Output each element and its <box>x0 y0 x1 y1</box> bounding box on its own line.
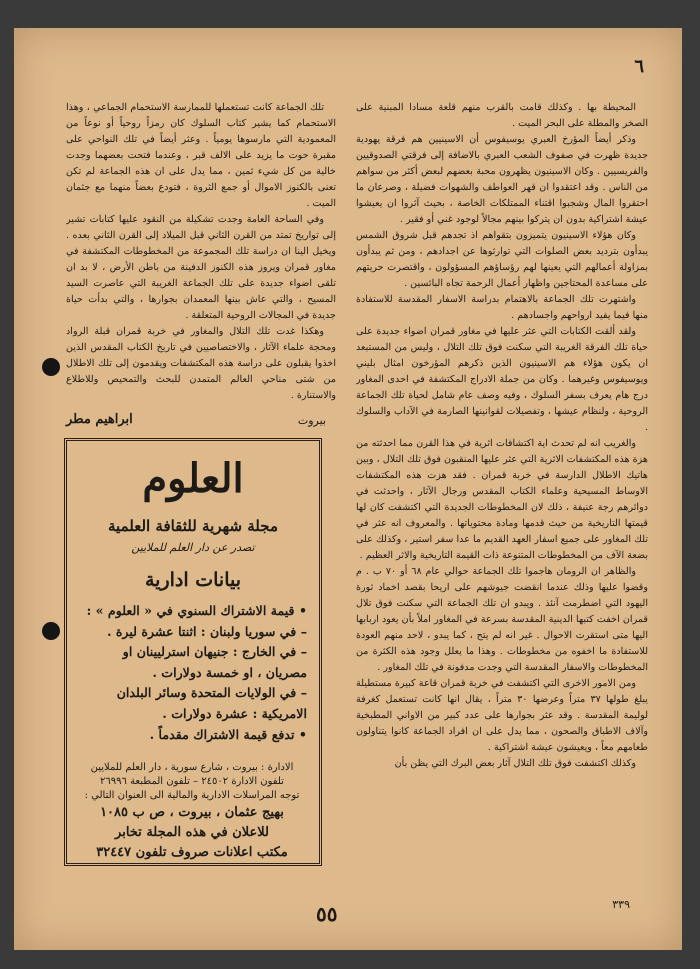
paragraph: المحيطة بها . وكذلك قامت بالقرب منهم قلعة مسادا المبنية على الصخر والمطلة على البحر الميت . <box>356 102 648 129</box>
contact-name: بهيج عثمان ، بيروت ، ص ب ١٠٨٥ <box>100 805 284 820</box>
magazine-title: العلوم <box>142 455 244 502</box>
subscription-line: – في سوريا ولبنان : اثنتا عشرة ليرة . <box>107 623 307 639</box>
volume-page-number: ٣٣٩ <box>612 898 630 911</box>
subscription-line: • قيمة الاشتراك السنوي في « العلوم » : <box>86 603 307 618</box>
subscription-line: الامريكية : عشرة دولارات . <box>162 705 307 721</box>
contact-phones: تلفون الادارة ٢٤٥٠٢ – تلفون المطبعة ٢٦٩٩٦ <box>100 776 284 787</box>
ads-note: للاعلان في هذه المجلة تخابر <box>115 825 269 840</box>
left-column <box>66 100 336 430</box>
paragraph: وذكر أيضاً المؤرخ العبري يوسيفوس أن الاسينيين هم فرقة يهودية جديدة ظهرت في صفوف الشعب العبري بالاضافة إلى فرقتي الصدوقيين والفريسيين . وكان الاسينيون يظهرون محبة بعضهم لبعض أكثر من سواهم من الناس . وقد اعتقدوا ان قهر العواطف والشهوات فضيلة ، وصرعان ما احتقروا المال وشجبوا اقتناء الممتلكات الخاصة ، بحيث آثروا ان يعيشوا عيشة اشتراكية بدون ان يتركوا بينهم مجالاً لوجود غني أو فقير . <box>356 134 648 225</box>
punch-hole-top <box>42 358 60 376</box>
paragraph: وفي الساحة العامة وجدت تشكيلة من النقود عليها كتابات تشير إلى تواريخ تمتد من القرن الثاني قبل الميلاد إلى القرن الثاني بعده . ويخيل الينا ان دراسة تلك المجموعة من المخطوطات المكتشفة في مغاور قمران ويروز هذه الكنوز الدفينة من باطن الأرض ، لا بد ان تلقى اضواء جديدة على تلك الجماعة الغريبة التي عاصرت السيد المسيح ، والتي عاش بينها المعمدان بجوارها ، والتي بدأت حياة جديدة في المجالات الروحية المتعلقة . <box>66 214 336 321</box>
contact-address: الادارة : بيروت ، شارع سورية ، دار العلم للملايين <box>90 762 294 773</box>
magazine-page-number: ٥٥ <box>316 902 338 926</box>
paragraph: والظاهر ان الرومان هاجموا تلك الجماعة حوالي عام ٦٨ أو ٧٠ ب . م وقضوا عليها وذلك عندما انقضت جيوشهم على اريحا بقصد اخماد ثورة اليهود التي اضطرمت آنئذ . ويبدو ان تلك الجماعة التي سكنت فوق تلال قمران اخفت كتبها الدينية المقدسة بسرعة في المغاور املاً بأن يعود اربابها اليها متى استقرت الاحوال . غير انه لم يتح ، كما يبدو ، لاحد منهم العودة للاستفادة ما اخفوه من مخطوطات . وهذا ما يعلل وجود هذه الكثرة من المخطوطات والاسفار المقدسة التي وجدت مدفونة في تلك المغاور . <box>356 566 648 673</box>
subscription-line: – في الولايات المتحدة وسائر البلدان <box>116 685 307 701</box>
contact-note: توجه المراسلات الادارية والمالية الى العنوان التالي : <box>84 790 300 801</box>
signoff-author: ابراهيم مطر <box>66 412 133 427</box>
subscription-line: – في الخارج : جنيهان استرليينان او <box>122 644 307 660</box>
subscription-line: مصريان ، او خمسة دولارات . <box>152 664 307 680</box>
paragraph: وهكذا غدت تلك التلال والمغاور في خربة قمران قبلة الرواد ومحجة علماء الآثار ، والاختصاصيين في تاريخ الكتاب المقدس الذين اخذوا يقبلون على دراسة هذه المكتشفات ويقدمون إلى تلك الاطلال من شتى مناحي العالم المتمدن للبحث والتمحيص وللاطلاع والاستنارة . <box>66 326 336 401</box>
document-page <box>14 28 682 950</box>
signoff <box>66 412 336 434</box>
paragraph: ولقد ألقت الكتابات التي عثر عليها في مغاور قمران اضواء جديدة على حياة تلك الفرقة الغريبة التي سكنت فوق تلك التلال ، وليس من المستبعد ان يكون هؤلاء هم الاسينيون الذين ذكرهم المؤرخون امثال بليني ويوسيفوس وغيرهما . وكان من جملة الادراج المكتشفة في احدى المغاور درج هام يعرف بسفر السلوك ، وفيه وصف عام شامل لحياة تلك الجماعة الروحية ، ولنظام عيشها ، وتفصيلات لقوانينها الصارمة في الآداب والسلوك . <box>356 326 648 433</box>
magazine-ad-box <box>64 438 322 866</box>
subscription-line: • تدفع قيمة الاشتراك مقدماً . <box>149 726 307 742</box>
paragraph: وكان هؤلاء الاسينيون يتميزون بتقواهم اذ تجدهم قبل شروق الشمس يبدأون بترديد بعض الصلوات التي توارثوها عن اجدادهم ، ومن ثم يبدأون بمزاولة أعمالهم التي يعينها لهم رؤساؤهم المسؤولون ، واقتصرت حريتهم على مساعدة المحتاجين واظهار أعمال الرحمة تجاه البائسين . <box>356 230 648 289</box>
paragraph: واشتهرت تلك الجماعة بالاهتمام بدراسة الاسفار المقدسة للاستفادة منها فيما يفيد ارواحهم واجسادهم . <box>356 294 648 321</box>
admin-heading: بيانات ادارية <box>144 569 242 591</box>
paragraph: ومن الامور الاخرى التي اكتشفت في خربة قمران قاعة كبيرة مستطيلة يبلغ طولها ٣٧ متراً وعرضها ٣٠ متراً ، يقال انها كانت تستعمل كغرفة لوليمة المقدسة . وقد عثر بجوارها على عدد كبير من الاواني المطبخية وآلاف الاطباق والصحون ، مما يدل على ان افراد الجماعة كانوا يتناولون طعامهم معاً ، ويعيشون عيشة اشتراكية . <box>356 678 648 753</box>
signoff-city: بيروت <box>297 414 326 427</box>
contact-block <box>77 761 307 863</box>
punch-hole-bottom <box>42 622 60 640</box>
corner-mark: ٦ <box>634 56 644 77</box>
paragraph: والغريب انه لم تحدث اية اكتشافات اثرية في هذا القرن مما احدثته من هزة هذه المكتشفات الاثرية التي عثر عليها المنقبون فوق تلك التلال ، وبين هاتيك الاطلال الدارسة في خربة قمران . فقد هزت هذه المكتشفات الاوساط المسيحية وعلماء الكتاب المقدس ورجال الآثار ، واحدثت في دوائرهم رجة عنيفة ، ذلك لان المخطوطات الجديدة التي اكتشفت كان لها قيمتها التاريخية من حيث قدمها ومادة محتوياتها . والمعروف انه عثر في تلك المغاور على جميع اسفار العهد القديم ما عدا سفر استير ، وكذلك على بضعة الآف من المخطوطات المتنوعة ذات القيمة التاريخية والاثر العظيم . <box>356 438 648 561</box>
subscription-lines <box>77 601 307 745</box>
magazine-publisher: تصدر عن دار العلم للملايين <box>131 541 255 554</box>
magazine-subtitle: مجلة شهرية للثقافة العلمية <box>108 517 278 535</box>
paragraph: تلك الجماعة كانت تستعملها للممارسة الاستحمام الجماعي ، وهذا الاستحمام كما يشير كتاب السلوك كان رمزاً روحياً أو نوعاً من المعمودية التي مارسوها يومياً . وعثر أيضاً في تلك النواحي على مقبرة حوت ما يزيد على الالف قبر ، وعندما فتحت بعضهما وجدت خالية من كل شيء ثمين ، مما يدل على ان هذه الجماعة لم تكن تعنى بالكنوز الاموال أو جمع الثروة ، فتودع بعضاً منهما مع جثمان الميت . <box>66 102 336 209</box>
ads-office: مكتب اعلانات صروف تلفون ٣٢٤٤٧ <box>96 845 288 860</box>
paragraph: وكذلك اكتشفت فوق تلك التلال آثار بعض البرك التي يظن بأن <box>394 758 636 769</box>
right-column <box>356 100 648 920</box>
